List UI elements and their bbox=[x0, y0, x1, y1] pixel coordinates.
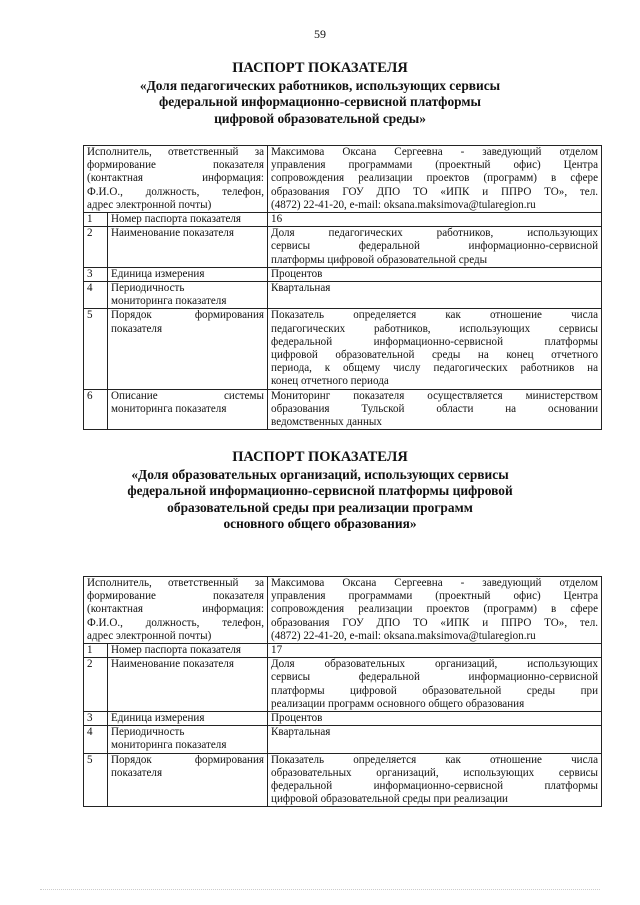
cell-text-line: Показатель определяется как отношение числа bbox=[271, 753, 599, 766]
cell-text-line: 16 bbox=[271, 213, 283, 226]
cell-text-line: показателя bbox=[111, 322, 163, 335]
cell-text-line: Доля образовательных организаций, использующих bbox=[271, 658, 599, 671]
cell-text-line: ведомственных данных bbox=[271, 416, 382, 429]
table-row bbox=[84, 227, 602, 268]
table-row bbox=[84, 213, 602, 227]
passport-table bbox=[83, 145, 602, 430]
row-label bbox=[108, 726, 268, 753]
title-line: федеральной информационно-сервисной платформы bbox=[159, 94, 481, 109]
table-row bbox=[84, 726, 602, 753]
row-value bbox=[268, 267, 602, 281]
cell-text-line: конец отчетного периода bbox=[271, 375, 389, 388]
executor-value bbox=[268, 146, 602, 213]
executor-label bbox=[84, 146, 268, 213]
row-value bbox=[268, 309, 602, 389]
cell-text-line: мониторинга показателя bbox=[111, 295, 227, 308]
row-value bbox=[268, 644, 602, 658]
cell-text-line: Квартальная bbox=[271, 726, 331, 739]
executor-label bbox=[84, 577, 268, 644]
scan-artifact bbox=[40, 889, 600, 891]
row-value bbox=[268, 227, 602, 268]
cell-text-line: Процентов bbox=[271, 267, 323, 280]
title-line: федеральной информационно-сервисной платформы цифровой bbox=[127, 483, 513, 498]
cell-text-line: (4872) 22-41-20, e-mail: oksana.maksimova@tularegion.ru bbox=[271, 198, 536, 211]
cell-text-line: Исполнитель, ответственный за bbox=[87, 146, 265, 158]
cell-text-line: федеральной информационно-сервисной платформы bbox=[271, 780, 599, 793]
cell-text-line: цифровой образовательной среды при реализации bbox=[271, 793, 508, 806]
cell-text-line: 17 bbox=[271, 644, 283, 657]
cell-text-line: платформы цифровой образовательной среды при bbox=[271, 684, 599, 697]
cell-text-line: сопровождения реализации проектов (программ) в сфере bbox=[271, 603, 599, 616]
cell-text-line: Доля педагогических работников, использующих bbox=[271, 227, 599, 240]
cell-text-line: Ф.И.О., должность, телефон, bbox=[87, 616, 265, 629]
cell-text-line: Показатель определяется как отношение числа bbox=[271, 309, 599, 322]
row-number: 4 bbox=[84, 726, 108, 753]
cell-text-line: педагогических работников, использующих сервисы bbox=[271, 322, 599, 335]
executor-value bbox=[268, 577, 602, 644]
cell-text-line: адрес электронной почты) bbox=[87, 198, 212, 211]
row-number: 2 bbox=[84, 227, 108, 268]
row-number: 1 bbox=[84, 644, 108, 658]
cell-text-line: федеральной информационно-сервисной платформы bbox=[271, 335, 599, 348]
title-line: «Доля образовательных организаций, использующих сервисы bbox=[131, 466, 509, 482]
cell-text-line: Ф.И.О., должность, телефон, bbox=[87, 185, 265, 198]
executor-row bbox=[84, 146, 602, 213]
row-label bbox=[108, 227, 268, 268]
table-row bbox=[84, 712, 602, 726]
cell-text-line: (4872) 22-41-20, e-mail: oksana.maksimova@tularegion.ru bbox=[271, 629, 536, 642]
table-row bbox=[84, 389, 602, 430]
cell-text-line: сопровождения реализации проектов (программ) в сфере bbox=[271, 172, 599, 185]
cell-text-line: образования ГОУ ДПО ТО «ИПК и ППРО ТО», тел. bbox=[271, 185, 599, 198]
row-value bbox=[268, 658, 602, 712]
cell-text-line: платформы цифровой образовательной среды bbox=[271, 253, 488, 266]
cell-text-line: Мониторинг показателя осуществляется министерством bbox=[271, 389, 599, 402]
row-number: 1 bbox=[84, 213, 108, 227]
cell-text-line: Периодичность bbox=[111, 282, 185, 295]
passport-title bbox=[60, 449, 580, 533]
cell-text-line: Максимова Оксана Сергеевна - заведующий отделом bbox=[271, 146, 599, 158]
row-label bbox=[108, 282, 268, 309]
row-label bbox=[108, 658, 268, 712]
cell-text-line: формирование показателя bbox=[87, 159, 265, 172]
passport-table bbox=[83, 576, 602, 807]
cell-text-line: мониторинга показателя bbox=[111, 739, 227, 752]
cell-text-line: (контактная информация: bbox=[87, 172, 265, 185]
table-row bbox=[84, 282, 602, 309]
row-label bbox=[108, 753, 268, 807]
cell-text-line: Максимова Оксана Сергеевна - заведующий отделом bbox=[271, 577, 599, 589]
passport-heading: ПАСПОРТ ПОКАЗАТЕЛЯ bbox=[232, 60, 408, 76]
cell-text-line: Квартальная bbox=[271, 282, 331, 295]
cell-text-line: образовательных организаций, использующих сервисы bbox=[271, 766, 599, 779]
executor-row bbox=[84, 577, 602, 644]
row-value bbox=[268, 726, 602, 753]
cell-text-line: Номер паспорта показателя bbox=[111, 644, 242, 657]
row-number: 6 bbox=[84, 389, 108, 430]
cell-text-line: адрес электронной почты) bbox=[87, 629, 212, 642]
cell-text-line: показателя bbox=[111, 766, 163, 779]
cell-text-line: формирование показателя bbox=[87, 590, 265, 603]
cell-text-line: мониторинга показателя bbox=[111, 402, 227, 415]
row-label bbox=[108, 267, 268, 281]
cell-text-line: управления программами (проектный офис) Центра bbox=[271, 159, 599, 172]
row-label bbox=[108, 309, 268, 389]
cell-text-line: Порядок формирования bbox=[111, 309, 265, 322]
cell-text-line: Описание системы bbox=[111, 389, 265, 402]
passport-heading: ПАСПОРТ ПОКАЗАТЕЛЯ bbox=[232, 449, 408, 465]
title-line: «Доля педагогических работников, использующих сервисы bbox=[139, 77, 501, 93]
cell-text-line: сервисы федеральной информационно-сервисной bbox=[271, 240, 599, 253]
row-value bbox=[268, 389, 602, 430]
cell-text-line: Наименование показателя bbox=[111, 658, 234, 671]
row-number: 5 bbox=[84, 753, 108, 807]
table-row bbox=[84, 658, 602, 712]
cell-text-line: Единица измерения bbox=[111, 712, 205, 725]
cell-text-line: Номер паспорта показателя bbox=[111, 213, 242, 226]
cell-text-line: Порядок формирования bbox=[111, 753, 265, 766]
cell-text-line: образования ГОУ ДПО ТО «ИПК и ППРО ТО», тел. bbox=[271, 616, 599, 629]
cell-text-line: периода, к общему числу педагогических работников на bbox=[271, 362, 599, 375]
cell-text-line: сервисы федеральной информационно-сервисной bbox=[271, 671, 599, 684]
row-label bbox=[108, 389, 268, 430]
cell-text-line: Наименование показателя bbox=[111, 227, 234, 240]
cell-text-line: Процентов bbox=[271, 712, 323, 725]
cell-text-line: реализации программ основного общего образования bbox=[271, 697, 525, 710]
title-line: основного общего образования» bbox=[223, 516, 417, 531]
row-value bbox=[268, 753, 602, 807]
page-number: 59 bbox=[314, 27, 326, 41]
passport-title bbox=[60, 60, 580, 127]
title-line: цифровой образовательной среды» bbox=[214, 110, 426, 126]
row-value bbox=[268, 213, 602, 227]
cell-text-line: цифровой образовательной среды на конец отчетного bbox=[271, 349, 599, 362]
row-label bbox=[108, 644, 268, 658]
row-number: 4 bbox=[84, 282, 108, 309]
title-line: образовательной среды при реализации программ bbox=[167, 499, 473, 515]
cell-text-line: (контактная информация: bbox=[87, 603, 265, 616]
cell-text-line: Периодичность bbox=[111, 726, 185, 739]
row-label bbox=[108, 712, 268, 726]
cell-text-line: управления программами (проектный офис) Центра bbox=[271, 590, 599, 603]
cell-text-line: Единица измерения bbox=[111, 267, 205, 280]
cell-text-line: Исполнитель, ответственный за bbox=[87, 577, 265, 589]
row-number: 3 bbox=[84, 267, 108, 281]
row-number: 5 bbox=[84, 309, 108, 389]
table-row bbox=[84, 267, 602, 281]
cell-text-line: образования Тульской области на основании bbox=[271, 402, 599, 415]
row-number: 3 bbox=[84, 712, 108, 726]
table-row bbox=[84, 753, 602, 807]
row-label bbox=[108, 213, 268, 227]
row-value bbox=[268, 712, 602, 726]
row-number: 2 bbox=[84, 658, 108, 712]
table-row bbox=[84, 309, 602, 389]
row-value bbox=[268, 282, 602, 309]
table-row bbox=[84, 644, 602, 658]
